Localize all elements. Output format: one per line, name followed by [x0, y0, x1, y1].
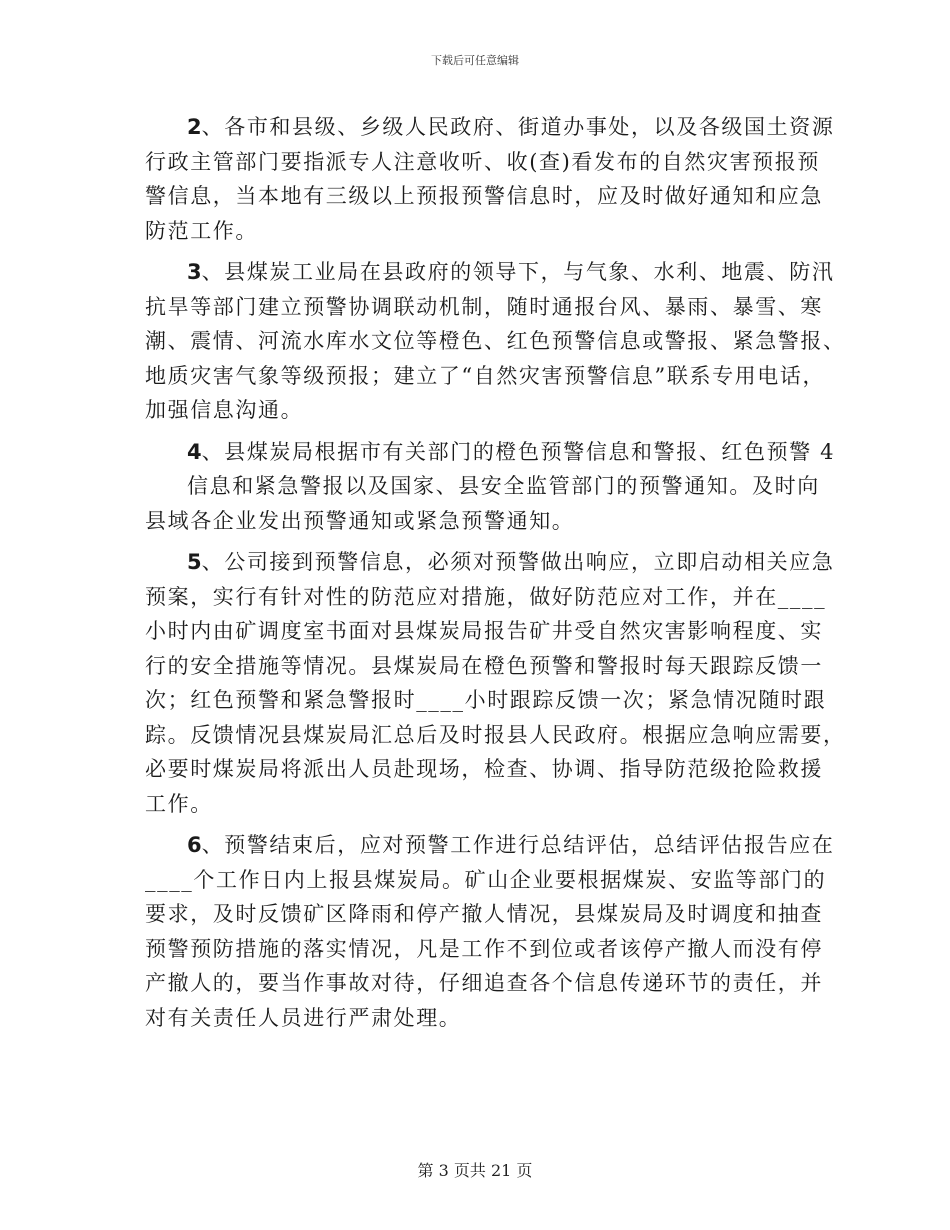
item-number: 2: [187, 115, 202, 139]
paragraph-line: 县域各企业发出预警通知或紧急预警通知。: [145, 508, 575, 533]
paragraph-line: 行的安全措施等情况。县煤炭局在橙色预警和警报时每天跟踪反馈一: [145, 653, 823, 678]
item-number: 3: [187, 260, 202, 284]
paragraph-line: 潮、震情、河流水库水文位等橙色、红色预警信息或警报、紧急警报、: [145, 329, 846, 353]
paragraph-line: 地质灾害气象等级预报；建立了“自然灾害预警信息”联系专用电话，: [145, 363, 826, 388]
paragraph-line: 对有关责任人员进行严肃处理。: [145, 1005, 462, 1030]
paragraph-line: 要求，及时反馈矿区降雨和停产撤人情况，县煤炭局及时调度和抽查: [145, 902, 823, 926]
paragraph-line: 抗旱等部门建立预警协调联动机制，随时通报台风、暴雨、暴雪、寒: [145, 294, 823, 319]
paragraph-line: 产撤人的，要当作事故对待，仔细追查各个信息传递环节的责任，并: [145, 971, 823, 995]
paragraph-6: [145, 828, 835, 1035]
paragraph-line: 预警预防措施的落实情况，凡是工作不到位或者该停产撤人而没有停: [145, 936, 823, 961]
paragraph-2: [145, 110, 835, 248]
paragraph-line: 次；红色预警和紧急警报时____小时跟踪反馈一次；紧急情况随时跟: [145, 688, 827, 712]
paragraph-line: 4、县煤炭局根据市有关部门的橙色预警信息和警报、红色预警 4: [187, 439, 836, 464]
page-number: 第 3 页共 21 页: [417, 1161, 533, 1180]
paragraph-line: 工作。: [145, 791, 213, 816]
paragraph-line: 2、各市和县级、乡级人民政府、街道办事处，以及各级国土资源: [187, 115, 835, 139]
paragraph-line: 5、公司接到预警信息，必须对预警做出响应，立即启动相关应急: [187, 550, 835, 574]
document-body: [145, 110, 846, 1042]
item-number: 4: [187, 439, 202, 464]
paragraph-line: 6、预警结束后，应对预警工作进行总结评估，总结评估报告应在: [187, 833, 835, 857]
item-number: 6: [187, 833, 202, 857]
paragraph-line: 预案，实行有针对性的防范应对措施，做好防范应对工作，并在____: [145, 584, 827, 609]
paragraph-line: 小时内由矿调度室书面对县煤炭局报告矿井受自然灾害影响程度、实: [145, 619, 823, 643]
page-header: 下载后可任意编辑: [431, 54, 519, 67]
paragraph-5: [145, 545, 846, 821]
paragraph-line: 行政主管部门要指派专人注意收听、收(查)看发布的自然灾害预报预: [145, 149, 820, 174]
paragraph-3: [145, 255, 846, 428]
paragraph-line: 踪。反馈情况县煤炭局汇总后及时报县人民政府。根据应急响应需要，: [145, 722, 846, 747]
paragraph-line: 3、县煤炭工业局在县政府的领导下，与气象、水利、地震、防汛: [187, 260, 835, 284]
paragraph-4: [145, 435, 836, 539]
paragraph-line: 信息和紧急警报以及国家、县安全监管部门的预警通知。及时向: [187, 474, 820, 498]
paragraph-line: 加强信息沟通。: [145, 398, 304, 422]
item-number: 5: [187, 550, 202, 574]
paragraph-line: 防范工作。: [145, 218, 258, 243]
paragraph-line: 必要时煤炭局将派出人员赴现场，检查、协调、指导防范级抢险救援: [145, 757, 823, 781]
paragraph-line: ____个工作日内上报县煤炭局。矿山企业要根据煤炭、安监等部门的: [145, 867, 827, 892]
paragraph-line: 警信息，当本地有三级以上预报预警信息时，应及时做好通知和应急: [145, 184, 823, 208]
